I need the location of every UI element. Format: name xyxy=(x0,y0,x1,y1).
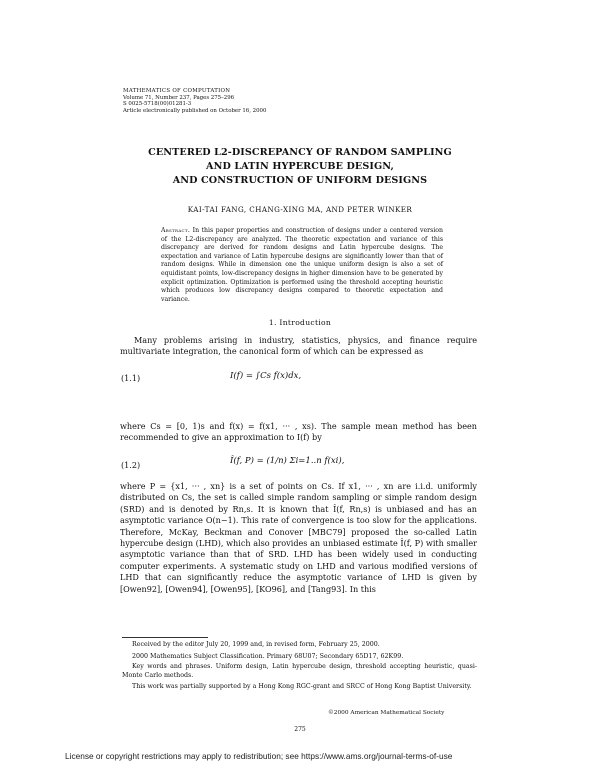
volume-info: Volume 71, Number 237, Pages 275–296 xyxy=(123,94,235,101)
paragraph-designs: where P = {x1, ··· , xn} is a set of points on Cs. If x1, ··· , xn are i.i.d. uniformly distributed on Cs, the set is called simple random sampling or simple random design (SRD) and is denoted by Rn,s. It is known that Î(f, Rn,s) is unbiased and has an asymptotic variance O(n−1). This rate of convergence is too slow for the applications. Therefore, McKay, Beckman and Conover [MBC79] proposed the so-called Latin hypercube design (LHD), which also provides an unbiased estimate Î(f, P) with smaller asymptotic variance than that of SRD. LHD has been widely used in conducting computer experiments. A systematic study on LHD and various modified versions of LHD that can significantly reduce the asymptotic variance of LHD is given by [Owen92], [Owen94], [Owen95], [KO96], and [Tang93]. In this xyxy=(120,481,477,594)
journal-name: MATHEMATICS OF COMPUTATION xyxy=(123,88,231,94)
footnote-rule xyxy=(122,637,208,638)
section-heading: 1. Introduction xyxy=(268,318,332,327)
footnote-keywords: Key words and phrases. Uniform design, Latin hypercube design, threshold accepting heuristic, quasi-Monte Carlo methods. xyxy=(122,663,477,679)
abstract-text: In this paper properties and construction of designs under a centered version of the L2-discrepancy are analyzed. The theoretic expectation and variance of this discrepancy are derived for random designs and Latin hypercube designs. The expectation and variance of Latin hypercube designs are significantly lower than that of random designs. While in dimension one the unique uniform design is also a set of equidistant points, low-discrepancy designs in higher dimension have to be generated by explicit optimization. Optimization is performed using the threshold accepting heuristic which produces low discrepancy designs compared to theoretic expectation and variance. xyxy=(161,227,444,303)
equation-number-1-2: (1.2) xyxy=(121,460,141,470)
abstract xyxy=(161,227,443,304)
page-number: 275 xyxy=(294,726,306,733)
title-line-1: CENTERED L2-DISCREPANCY OF RANDOM SAMPLING xyxy=(148,147,452,158)
equation-1-1: I(f) = ∫Cs f(x)dx, xyxy=(230,371,302,381)
footnote-msc: 2000 Mathematics Subject Classification. Primary 68U07; Secondary 65D17, 62K99. xyxy=(132,653,404,660)
journal-header xyxy=(123,88,266,114)
footnote-received: Received by the editor July 20, 1999 and, in revised form, February 25, 2000. xyxy=(132,641,380,648)
equation-number-1-1: (1.1) xyxy=(121,373,141,383)
license-notice: License or copyright restrictions may apply to redistribution; see https://www.ams.org/journal-terms-of-use xyxy=(65,751,453,761)
issn: S 0025-5718(00)01281-3 xyxy=(123,101,192,108)
authors: KAI-TAI FANG, CHANG-XING MA, AND PETER WINKER xyxy=(187,205,413,214)
footnote-funding: This work was partially supported by a Hong Kong RGC-grant and SRCC of Hong Kong Baptist University. xyxy=(132,683,472,690)
publication-date: Article electronically published on October 16, 2000 xyxy=(123,107,267,114)
paragraph-intro: Many problems arising in industry, statistics, physics, and finance require multivariate integration, the canonical form of which can be expressed as xyxy=(120,335,477,357)
title-line-2: AND LATIN HYPERCUBE DESIGN, xyxy=(206,161,394,172)
title-line-3: AND CONSTRUCTION OF UNIFORM DESIGNS xyxy=(172,175,428,186)
paragraph-sample-mean: where Cs = [0, 1)s and f(x) = f(x1, ··· , xs). The sample mean method has been recommended to give an approximation to I(f) by xyxy=(120,421,477,443)
copyright-notice: ©2000 American Mathematical Society xyxy=(328,710,445,716)
abstract-label: Abstract. xyxy=(161,227,191,234)
paper-title xyxy=(100,146,500,188)
equation-1-2: Î(f, P) = (1/n) Σi=1..n f(xi), xyxy=(230,456,345,466)
